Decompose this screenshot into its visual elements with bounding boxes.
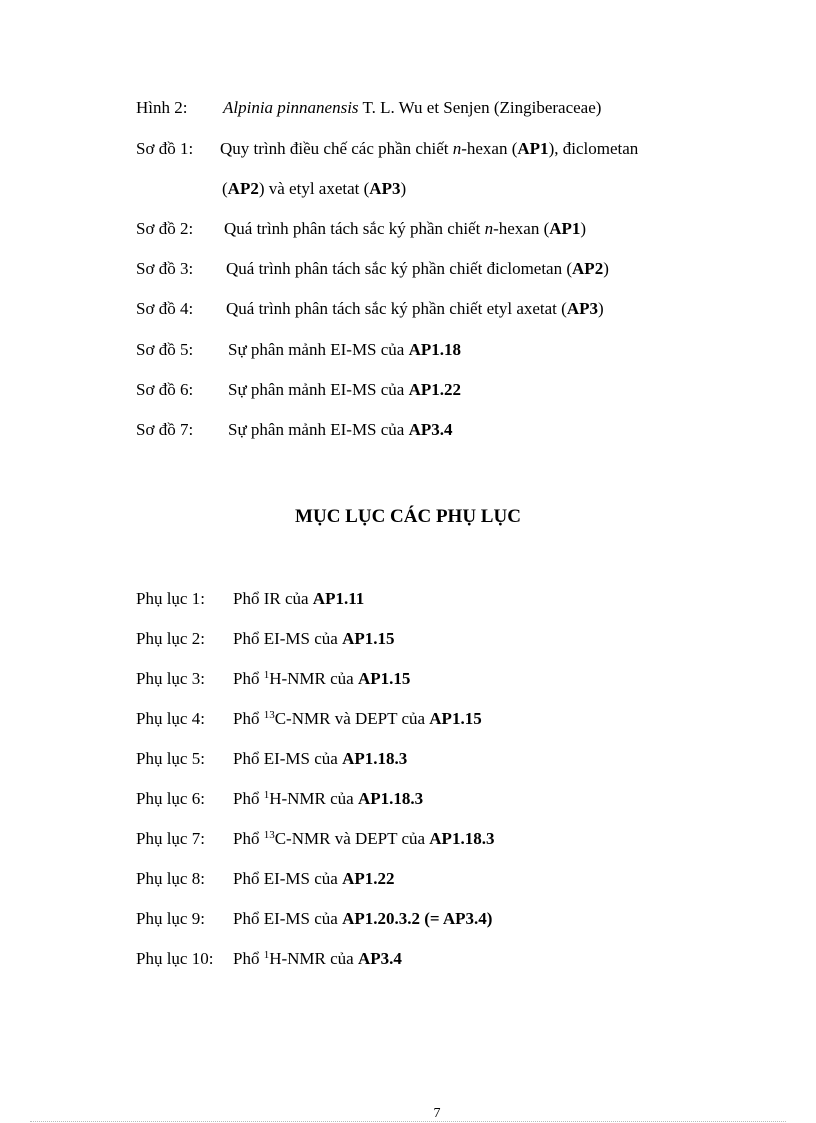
appendix-heading: MỤC LỤC CÁC PHỤ LỤC [295, 506, 521, 527]
entry-text: Phổ $^1$H-NMR của AP1.18.3 [233, 789, 424, 808]
entry-label: Sơ đồ 5: [136, 340, 194, 359]
scheme-entry-5 [136, 340, 462, 360]
entry-label: Phụ lục 8: [136, 869, 205, 888]
entry-text: Phổ $^1$H-NMR của AP1.15 [233, 669, 411, 688]
species-name: Alpinia pinnanensis [223, 98, 359, 117]
entry-text: Alpinia pinnanensis T. L. Wu et Senjen (Zingiberaceae) [223, 98, 602, 117]
appendix-entry-1 [136, 589, 365, 609]
entry-label: Phụ lục 1: [136, 589, 205, 608]
scheme-entry-1-continued: (AP2) và etyl axetat (AP3) [222, 179, 407, 198]
entry-label: Phụ lục 10: [136, 949, 214, 968]
page-number: 7 [433, 1106, 441, 1121]
entry-label: Sơ đồ 1: [136, 139, 194, 158]
appendix-entry-9 [136, 909, 493, 929]
entry-label: Sơ đồ 3: [136, 259, 194, 278]
entry-text: Sự phân mảnh EI-MS của AP1.18 [228, 340, 462, 359]
footer-divider [30, 1121, 786, 1122]
entry-text: Phổ EI-MS của AP1.20.3.2 (= AP3.4) [233, 909, 493, 928]
appendix-entry-10 [136, 949, 402, 969]
appendix-entry-2 [136, 629, 395, 649]
scheme-entry-2 [136, 219, 587, 239]
appendix-entry-3 [136, 669, 411, 689]
entry-label: Phụ lục 5: [136, 749, 205, 768]
entry-text: Phổ EI-MS của AP1.22 [233, 869, 395, 888]
entry-text: Phổ EI-MS của AP1.18.3 [233, 749, 408, 768]
scheme-entry-1 [136, 139, 639, 159]
scheme-entry-7 [136, 420, 453, 440]
entry-label: Sơ đồ 7: [136, 420, 194, 439]
entry-text: Phổ EI-MS của AP1.15 [233, 629, 395, 648]
entry-label: Sơ đồ 6: [136, 380, 194, 399]
appendix-entry-8 [136, 869, 395, 889]
scheme-entry-6 [136, 380, 462, 400]
figure-entry-hinh2 [136, 98, 602, 118]
entry-text: Phổ $^1$H-NMR của AP3.4 [233, 949, 402, 968]
entry-label: Sơ đồ 4: [136, 299, 194, 318]
entry-text: Phổ $^{13}$C-NMR và DEPT của AP1.15 [233, 709, 482, 728]
entry-label: Phụ lục 6: [136, 789, 205, 808]
entry-text: Sự phân mảnh EI-MS của AP1.22 [228, 380, 462, 399]
scheme-entry-4 [136, 299, 604, 319]
entry-text: Quy trình điều chế các phần chiết n-hexan (AP1), điclometan [220, 139, 639, 158]
appendix-entry-4 [136, 709, 482, 729]
appendix-entry-5 [136, 749, 408, 769]
entry-label: Sơ đồ 2: [136, 219, 194, 238]
entry-text: Quá trình phân tách sắc ký phần chiết etyl axetat (AP3) [226, 299, 604, 318]
appendix-entry-7 [136, 829, 495, 849]
entry-label: Phụ lục 4: [136, 709, 205, 728]
entry-label: Phụ lục 2: [136, 629, 205, 648]
entry-text: Quá trình phân tách sắc ký phần chiết điclometan (AP2) [226, 259, 609, 278]
entry-text: Phổ IR của AP1.11 [233, 589, 365, 608]
scheme-entry-3 [136, 259, 609, 279]
entry-label: Phụ lục 3: [136, 669, 205, 688]
appendix-entry-6 [136, 789, 424, 809]
entry-text: Phổ $^{13}$C-NMR và DEPT của AP1.18.3 [233, 829, 495, 848]
entry-text: Sự phân mảnh EI-MS của AP3.4 [228, 420, 453, 439]
entry-label: Phụ lục 9: [136, 909, 205, 928]
entry-label: Phụ lục 7: [136, 829, 205, 848]
entry-label: Hình 2: [136, 98, 188, 117]
entry-text: Quá trình phân tách sắc ký phần chiết n-hexan (AP1) [224, 219, 587, 238]
